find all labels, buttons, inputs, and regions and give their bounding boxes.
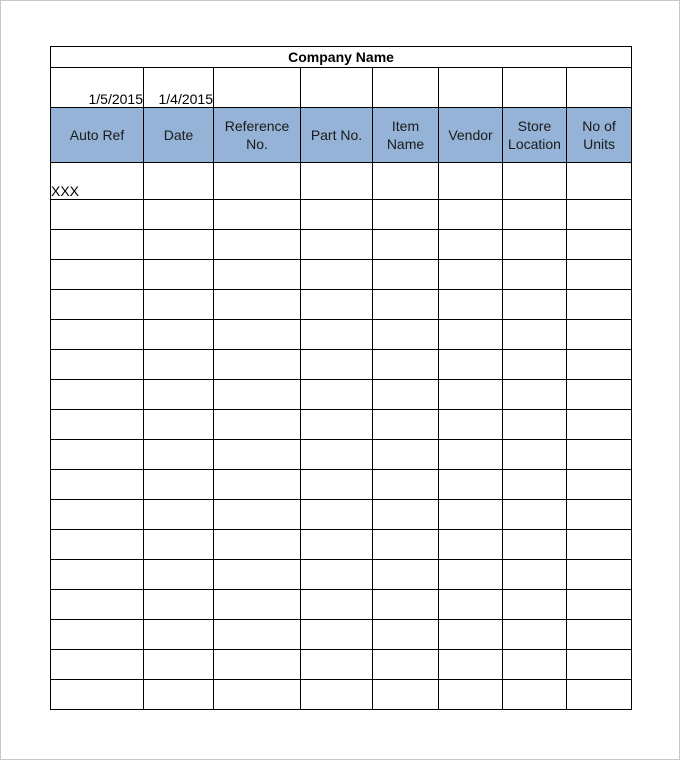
empty-cell[interactable] (439, 350, 503, 380)
empty-cell[interactable] (144, 500, 214, 530)
empty-cell[interactable] (301, 320, 373, 350)
table-row (51, 290, 632, 320)
table-row (51, 590, 632, 620)
empty-cell[interactable] (214, 260, 301, 290)
empty-cell[interactable] (373, 200, 439, 230)
empty-cell[interactable] (301, 650, 373, 680)
empty-cell[interactable] (51, 230, 144, 260)
empty-cell[interactable] (214, 320, 301, 350)
header-auto-ref: Auto Ref (51, 108, 144, 163)
table-row (51, 380, 632, 410)
empty-cell[interactable] (301, 163, 373, 200)
table-row (51, 163, 632, 200)
empty-cell[interactable] (503, 350, 567, 380)
table-row (51, 650, 632, 680)
empty-cell[interactable] (373, 500, 439, 530)
empty-cell[interactable] (373, 590, 439, 620)
empty-cell[interactable] (51, 380, 144, 410)
empty-cell[interactable] (51, 470, 144, 500)
empty-cell[interactable] (567, 200, 632, 230)
empty-cell[interactable] (144, 410, 214, 440)
header-item-name: Item Name (373, 108, 439, 163)
empty-cell[interactable] (503, 500, 567, 530)
empty-cell[interactable] (439, 260, 503, 290)
empty-cell[interactable] (301, 380, 373, 410)
empty-cell[interactable] (144, 590, 214, 620)
empty-cell[interactable] (144, 290, 214, 320)
empty-cell[interactable] (51, 620, 144, 650)
empty-cell[interactable] (439, 380, 503, 410)
empty-cell[interactable] (51, 650, 144, 680)
empty-cell[interactable] (503, 260, 567, 290)
empty-cell[interactable] (373, 470, 439, 500)
header-part-no: Part No. (301, 108, 373, 163)
table-row (51, 320, 632, 350)
empty-cell[interactable] (301, 470, 373, 500)
empty-cell[interactable] (144, 620, 214, 650)
empty-cell[interactable] (503, 320, 567, 350)
empty-cell[interactable] (214, 650, 301, 680)
empty-cell[interactable] (51, 200, 144, 230)
empty-cell[interactable] (214, 230, 301, 260)
empty-cell[interactable] (144, 380, 214, 410)
empty-cell[interactable] (373, 560, 439, 590)
empty-cell[interactable] (301, 560, 373, 590)
empty-cell[interactable] (301, 620, 373, 650)
empty-cell[interactable] (439, 440, 503, 470)
empty-cell[interactable] (51, 350, 144, 380)
empty-cell[interactable] (567, 350, 632, 380)
empty-cell[interactable] (439, 470, 503, 500)
header-no-of-units: No of Units (567, 108, 632, 163)
empty-cell[interactable] (144, 470, 214, 500)
empty-cell[interactable] (214, 500, 301, 530)
empty-cell[interactable] (503, 530, 567, 560)
empty-cell[interactable] (439, 680, 503, 710)
empty-cell[interactable] (503, 163, 567, 200)
header-date: Date (144, 108, 214, 163)
empty-cell[interactable] (214, 590, 301, 620)
table-row (51, 230, 632, 260)
empty-cell[interactable] (439, 650, 503, 680)
empty-cell[interactable] (439, 290, 503, 320)
empty-cell[interactable] (503, 620, 567, 650)
empty-cell[interactable] (373, 650, 439, 680)
empty-cell[interactable] (567, 470, 632, 500)
empty-cell[interactable] (214, 290, 301, 320)
empty-cell[interactable] (301, 68, 373, 108)
empty-cell[interactable] (439, 163, 503, 200)
empty-cell[interactable] (567, 500, 632, 530)
empty-cell[interactable] (214, 560, 301, 590)
empty-cell[interactable] (214, 530, 301, 560)
table-row (51, 470, 632, 500)
empty-cell[interactable] (51, 320, 144, 350)
inventory-sheet (50, 46, 632, 710)
table-row (51, 350, 632, 380)
empty-cell[interactable] (439, 200, 503, 230)
empty-cell[interactable] (439, 500, 503, 530)
table-row (51, 260, 632, 290)
empty-cell[interactable] (567, 410, 632, 440)
header-reference-no: Reference No. (214, 108, 301, 163)
empty-cell[interactable] (214, 470, 301, 500)
empty-cell[interactable] (373, 680, 439, 710)
empty-cell[interactable] (144, 440, 214, 470)
empty-cell[interactable] (144, 320, 214, 350)
empty-cell[interactable] (214, 380, 301, 410)
empty-cell[interactable] (567, 290, 632, 320)
empty-cell[interactable] (439, 230, 503, 260)
empty-cell[interactable] (301, 410, 373, 440)
empty-cell[interactable] (144, 530, 214, 560)
empty-cell[interactable] (373, 380, 439, 410)
empty-cell[interactable] (214, 620, 301, 650)
empty-cell[interactable] (439, 530, 503, 560)
empty-cell[interactable] (51, 440, 144, 470)
empty-cell[interactable] (301, 680, 373, 710)
empty-cell[interactable] (439, 560, 503, 590)
empty-cell[interactable] (301, 530, 373, 560)
empty-cell[interactable] (301, 230, 373, 260)
table-row (51, 680, 632, 710)
date-cell-2[interactable]: 1/4/2015 (144, 68, 214, 108)
empty-cell[interactable] (373, 230, 439, 260)
empty-cell[interactable] (214, 410, 301, 440)
empty-cell[interactable] (214, 350, 301, 380)
empty-cell[interactable] (373, 350, 439, 380)
empty-cell[interactable] (214, 440, 301, 470)
empty-cell[interactable] (144, 350, 214, 380)
empty-cell[interactable] (144, 650, 214, 680)
header-vendor: Vendor (439, 108, 503, 163)
empty-cell[interactable] (567, 440, 632, 470)
empty-cell[interactable] (503, 200, 567, 230)
empty-cell[interactable] (301, 350, 373, 380)
empty-cell[interactable] (144, 260, 214, 290)
empty-cell[interactable] (567, 260, 632, 290)
empty-cell[interactable] (51, 260, 144, 290)
empty-cell[interactable] (51, 560, 144, 590)
empty-cell[interactable] (503, 650, 567, 680)
empty-cell[interactable] (503, 410, 567, 440)
empty-cell[interactable] (214, 680, 301, 710)
empty-cell[interactable] (214, 163, 301, 200)
table-row (51, 560, 632, 590)
empty-cell[interactable] (51, 290, 144, 320)
empty-cell[interactable] (567, 320, 632, 350)
empty-cell[interactable] (373, 290, 439, 320)
empty-cell[interactable] (439, 320, 503, 350)
empty-cell[interactable] (301, 440, 373, 470)
empty-cell[interactable] (567, 680, 632, 710)
table-row (51, 620, 632, 650)
empty-cell[interactable] (373, 620, 439, 650)
empty-cell[interactable] (144, 163, 214, 200)
empty-cell[interactable] (503, 230, 567, 260)
empty-cell[interactable] (214, 68, 301, 108)
empty-cell[interactable] (567, 620, 632, 650)
empty-cell[interactable] (567, 163, 632, 200)
empty-cell[interactable] (503, 380, 567, 410)
empty-cell[interactable] (567, 380, 632, 410)
table-row (51, 500, 632, 530)
empty-cell[interactable] (567, 530, 632, 560)
empty-cell[interactable] (301, 500, 373, 530)
empty-cell[interactable] (439, 410, 503, 440)
empty-cell[interactable] (567, 560, 632, 590)
empty-cell[interactable] (439, 68, 503, 108)
empty-cell[interactable] (503, 68, 567, 108)
empty-cell[interactable] (503, 440, 567, 470)
empty-cell[interactable] (373, 530, 439, 560)
empty-cell[interactable] (144, 680, 214, 710)
empty-cell[interactable] (373, 320, 439, 350)
empty-cell[interactable] (214, 200, 301, 230)
date-row (51, 68, 632, 108)
empty-cell[interactable] (567, 68, 632, 108)
table-row (51, 200, 632, 230)
empty-cell[interactable] (144, 230, 214, 260)
table-row (51, 410, 632, 440)
empty-cell[interactable] (51, 500, 144, 530)
empty-cell[interactable] (439, 590, 503, 620)
empty-cell[interactable] (503, 560, 567, 590)
empty-cell[interactable] (301, 290, 373, 320)
empty-cell[interactable] (301, 590, 373, 620)
empty-cell[interactable] (373, 163, 439, 200)
header-row (51, 108, 632, 163)
empty-cell[interactable] (503, 590, 567, 620)
title-row (51, 47, 632, 68)
date-cell-1[interactable]: 1/5/2015 (51, 68, 144, 108)
empty-cell[interactable] (503, 290, 567, 320)
table-row (51, 440, 632, 470)
empty-cell[interactable] (503, 470, 567, 500)
empty-cell[interactable] (51, 590, 144, 620)
empty-cell[interactable] (567, 590, 632, 620)
header-store-location: Store Location (503, 108, 567, 163)
empty-cell[interactable] (567, 650, 632, 680)
empty-cell[interactable] (373, 260, 439, 290)
empty-cell[interactable] (439, 620, 503, 650)
empty-cell[interactable] (567, 230, 632, 260)
table-row (51, 530, 632, 560)
empty-cell[interactable] (503, 680, 567, 710)
empty-cell[interactable] (301, 200, 373, 230)
empty-cell[interactable] (373, 68, 439, 108)
empty-cell[interactable] (51, 410, 144, 440)
empty-cell[interactable] (373, 440, 439, 470)
empty-cell[interactable] (51, 680, 144, 710)
company-name: Company Name (51, 47, 632, 68)
empty-cell[interactable] (301, 260, 373, 290)
empty-cell[interactable] (144, 560, 214, 590)
auto-ref-cell[interactable]: XXX (51, 163, 144, 200)
empty-cell[interactable] (144, 200, 214, 230)
empty-cell[interactable] (373, 410, 439, 440)
empty-cell[interactable] (51, 530, 144, 560)
